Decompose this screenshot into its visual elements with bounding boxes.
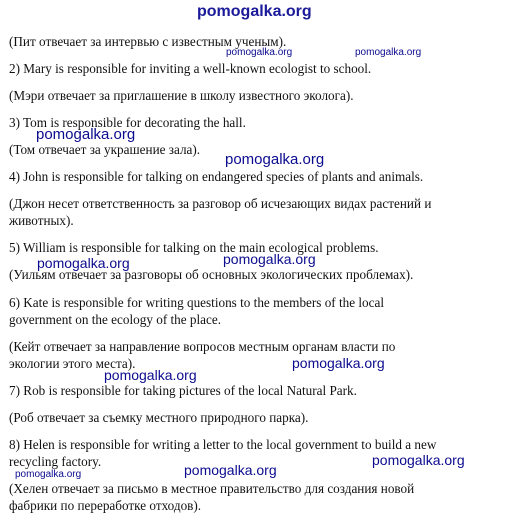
paragraph-line: (Мэри отвечает за приглашение в школу известного эколога).: [9, 88, 354, 103]
paragraph-line: recycling factory.: [9, 454, 102, 469]
paragraph-line: животных).: [9, 213, 74, 228]
paragraph-line: (Джон несет ответственность за разговор об исчезающих видах растений и: [9, 196, 432, 211]
paragraph-2: [9, 60, 499, 77]
watermark: pomogalka.org: [292, 355, 385, 371]
paragraph-line: 4) John is responsible for talking on endangered species of plants and animals.: [9, 169, 424, 184]
watermark: pomogalka.org: [226, 47, 293, 58]
watermark: pomogalka.org: [223, 251, 316, 267]
watermark: pomogalka.org: [184, 462, 277, 478]
paragraph-line: экологии этого места).: [9, 356, 136, 371]
paragraph-line: (Роб отвечает за съемку местного природного парка).: [9, 410, 309, 425]
paragraph-line: (Хелен отвечает за письмо в местное правительство для создания новой: [9, 481, 415, 496]
paragraph-13: [9, 409, 499, 426]
watermark: pomogalka.org: [355, 47, 422, 58]
paragraph-15: [9, 480, 499, 514]
paragraph-7: [9, 195, 499, 229]
paragraph-line: (Том отвечает за украшение зала).: [9, 142, 201, 157]
paragraph-line: фабрики по переработке отходов).: [9, 498, 202, 513]
paragraph-line: (Кейт отвечает за направление вопросов местным органам власти по: [9, 339, 396, 354]
paragraph-line: 7) Rob is responsible for taking pictures of the local Natural Park.: [9, 383, 357, 398]
paragraph-line: government on the ecology of the place.: [9, 312, 222, 327]
watermark: pomogalka.org: [197, 3, 312, 20]
paragraph-11: [9, 338, 499, 372]
paragraph-10: [9, 294, 499, 328]
paragraph-line: (Уильям отвечает за разговоры об основных экологических проблемах).: [9, 267, 414, 282]
watermark: pomogalka.org: [372, 452, 465, 468]
paragraph-line: 8) Helen is responsible for writing a letter to the local government to build a new: [9, 437, 437, 452]
watermark: pomogalka.org: [37, 255, 130, 271]
paragraph-line: 6) Kate is responsible for writing questions to the members of the local: [9, 295, 385, 310]
paragraph-line: 5) William is responsible for talking on the main ecological problems.: [9, 240, 379, 255]
paragraph-6: [9, 168, 499, 185]
watermark: pomogalka.org: [225, 151, 325, 168]
watermark: pomogalka.org: [104, 367, 197, 383]
paragraph-3: [9, 87, 499, 104]
paragraph-line: 3) Tom is responsible for decorating the hall.: [9, 115, 246, 130]
watermark: pomogalka.org: [36, 126, 136, 143]
paragraph-line: (Пит отвечает за интервью с известным ученым).: [9, 34, 287, 49]
paragraph-line: 2) Mary is responsible for inviting a well-known ecologist to school.: [9, 61, 372, 76]
paragraph-12: [9, 382, 499, 399]
watermark: pomogalka.org: [15, 469, 82, 480]
